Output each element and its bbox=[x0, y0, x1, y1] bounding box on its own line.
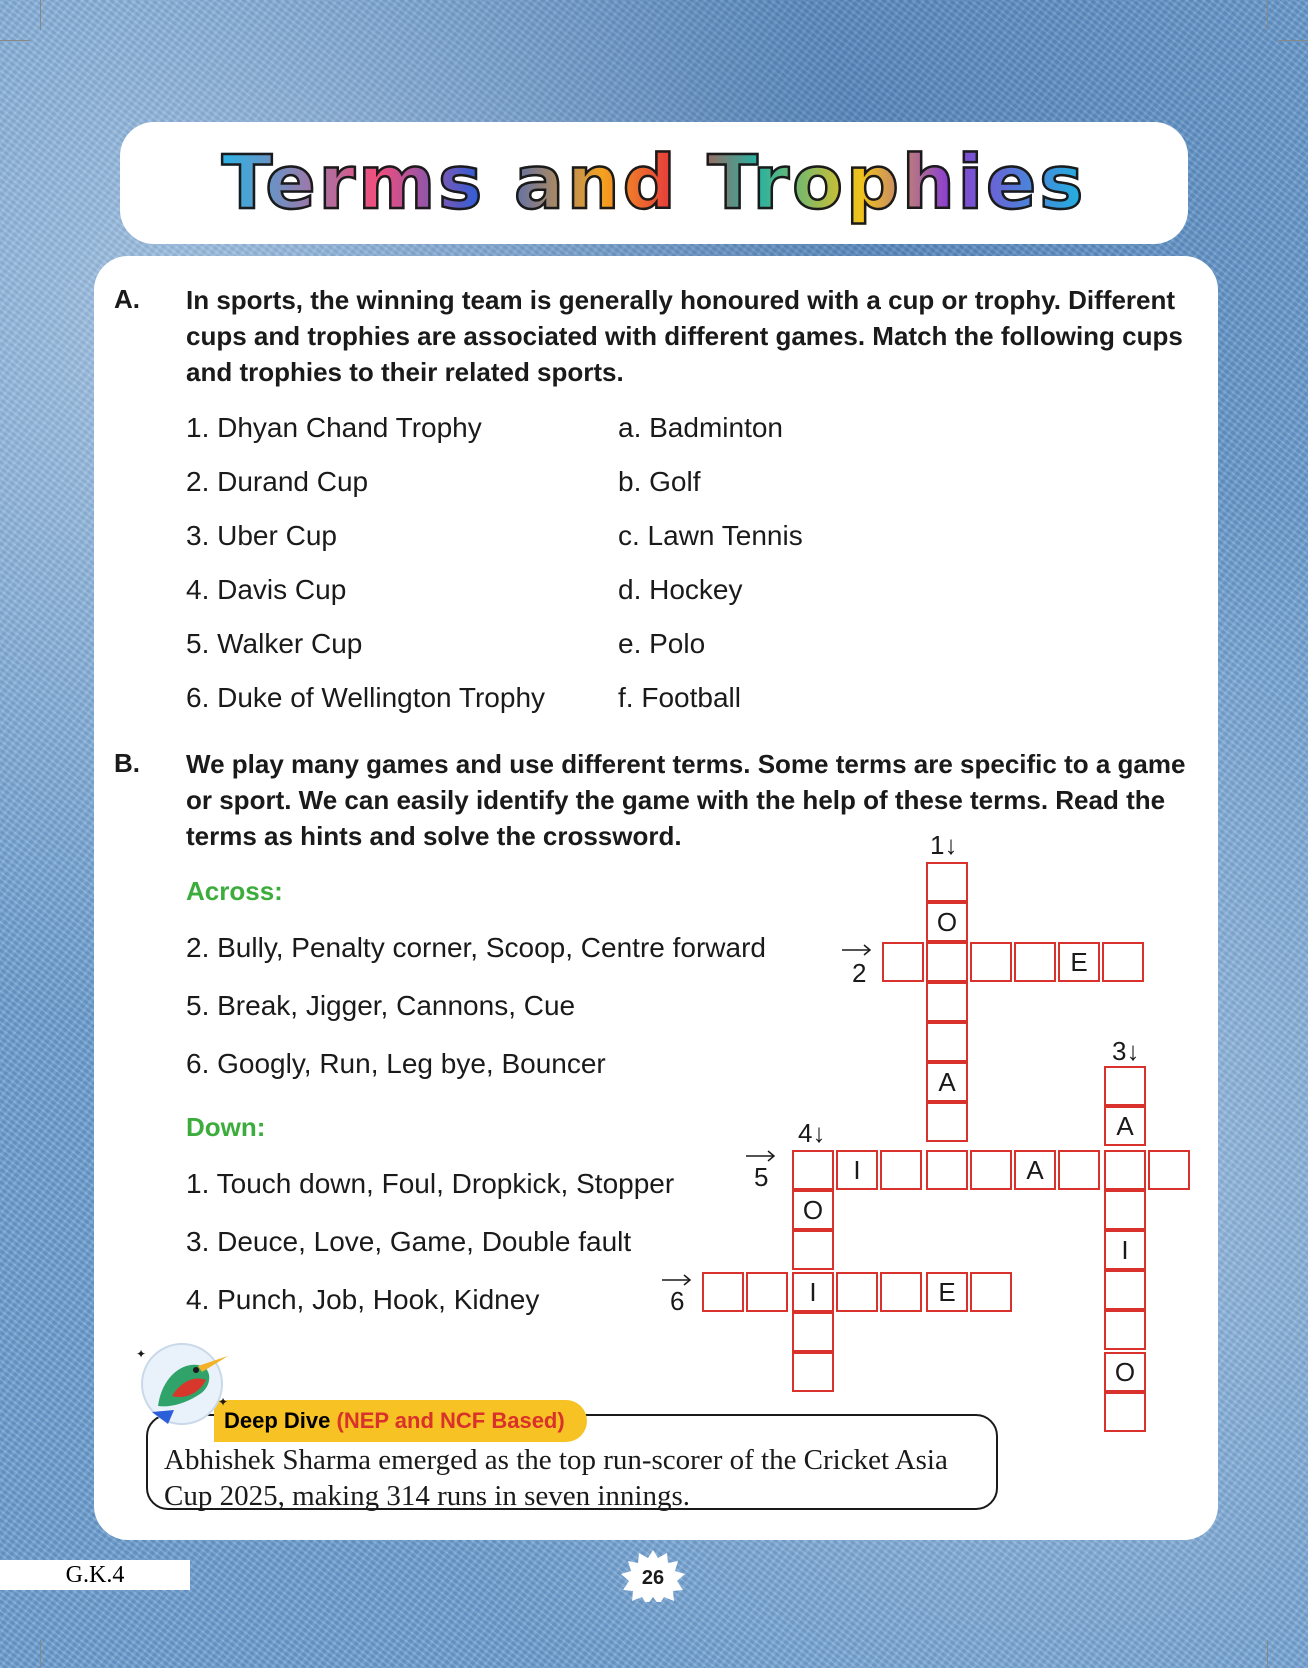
crossword-cell[interactable]: A bbox=[1104, 1106, 1146, 1146]
down-clue: 3. Deuce, Love, Game, Double fault bbox=[186, 1226, 632, 1257]
crop-mark bbox=[0, 40, 30, 41]
crossword-cell[interactable] bbox=[970, 942, 1012, 982]
clue-number-5: 5 bbox=[754, 1162, 769, 1192]
crossword-cell[interactable] bbox=[1104, 1190, 1146, 1230]
match-left-item: 1. Dhyan Chand Trophy bbox=[186, 412, 482, 443]
crossword-cell[interactable] bbox=[792, 1150, 834, 1190]
deep-dive-badge bbox=[214, 1400, 587, 1442]
match-left-item: 3. Uber Cup bbox=[186, 520, 337, 551]
crop-mark bbox=[1267, 1640, 1268, 1668]
match-left-item: 2. Durand Cup bbox=[186, 466, 369, 497]
crossword-cell[interactable] bbox=[1104, 1392, 1146, 1432]
crossword-cell[interactable]: O bbox=[792, 1190, 834, 1230]
crossword-cell[interactable]: E bbox=[1058, 942, 1100, 982]
crossword-cell[interactable] bbox=[1058, 1150, 1100, 1190]
crossword-cell[interactable] bbox=[702, 1272, 744, 1312]
crossword-cell[interactable] bbox=[1104, 1150, 1146, 1190]
crossword-cell[interactable] bbox=[836, 1272, 878, 1312]
section-b-question: We play many games and use different terms. Some terms are specific to a game or sport. We can easily identify the game with the help of these terms. Read the terms as hints and solve the crossword. bbox=[186, 749, 1186, 851]
crossword-cell[interactable] bbox=[970, 1150, 1012, 1190]
clue-number-4: 4↓ bbox=[798, 1118, 826, 1148]
book-label: G.K.4 bbox=[0, 1560, 190, 1590]
crossword-cell[interactable] bbox=[880, 1272, 922, 1312]
page-number-badge bbox=[620, 1550, 686, 1602]
crossword-cell[interactable] bbox=[792, 1352, 834, 1392]
crossword-cell[interactable]: O bbox=[1104, 1352, 1146, 1392]
crossword-cell[interactable] bbox=[1104, 1310, 1146, 1350]
across-clue: 5. Break, Jigger, Cannons, Cue bbox=[186, 990, 576, 1021]
arrow-right-icon bbox=[746, 1150, 776, 1162]
section-b-label: B. bbox=[114, 748, 140, 778]
crossword-cell[interactable]: E bbox=[926, 1272, 968, 1312]
page-number: 26 bbox=[641, 1567, 665, 1589]
crossword-cell[interactable] bbox=[1104, 1066, 1146, 1106]
arrow-right-icon bbox=[662, 1274, 692, 1286]
arrow-right-icon bbox=[842, 944, 872, 956]
match-right-item: d. Hockey bbox=[618, 574, 743, 605]
crossword-cell[interactable]: O bbox=[926, 902, 968, 942]
content-card bbox=[94, 256, 1218, 1540]
down-heading: Down: bbox=[186, 1112, 266, 1142]
across-clue: 6. Googly, Run, Leg bye, Bouncer bbox=[186, 1048, 606, 1079]
crossword-cell[interactable]: A bbox=[1014, 1150, 1056, 1190]
crossword-cell[interactable]: I bbox=[836, 1150, 878, 1190]
svg-text:✦: ✦ bbox=[136, 1347, 147, 1361]
crop-mark bbox=[1267, 0, 1268, 30]
crossword-cell[interactable] bbox=[1104, 1270, 1146, 1310]
clue-number-6: 6 bbox=[670, 1286, 685, 1316]
crop-mark bbox=[40, 0, 41, 30]
section-a-question: In sports, the winning team is generally honoured with a cup or trophy. Different cups and trophies are associated with different games. Match the following cups and trophies to their related sports. bbox=[186, 285, 1183, 387]
crossword-cell[interactable] bbox=[926, 862, 968, 902]
clue-number-3: 3↓ bbox=[1112, 1036, 1140, 1066]
crossword-cell[interactable] bbox=[926, 1102, 968, 1142]
crop-mark bbox=[40, 1640, 41, 1668]
crop-mark bbox=[1278, 40, 1308, 41]
crossword-cell[interactable] bbox=[926, 1150, 968, 1190]
match-left-item: 5. Walker Cup bbox=[186, 628, 363, 659]
match-right-item: b. Golf bbox=[618, 466, 701, 497]
title-banner bbox=[120, 122, 1188, 244]
crossword-cell[interactable] bbox=[746, 1272, 788, 1312]
down-clue: 4. Punch, Job, Hook, Kidney bbox=[186, 1284, 540, 1315]
match-left-item: 4. Davis Cup bbox=[186, 574, 347, 605]
match-right-item: f. Football bbox=[618, 682, 741, 713]
deep-dive-subtitle: (NEP and NCF Based) bbox=[336, 1408, 565, 1433]
crossword-cell[interactable] bbox=[970, 1272, 1012, 1312]
deep-dive-text: Abhishek Sharma emerged as the top run-scorer of the Cricket Asia Cup 2025, making 314 runs in seven innings. bbox=[164, 1444, 948, 1512]
bird-mascot-icon bbox=[128, 1336, 232, 1436]
match-right-item: c. Lawn Tennis bbox=[618, 520, 803, 551]
crossword-cell[interactable] bbox=[792, 1230, 834, 1270]
across-clue: 2. Bully, Penalty corner, Scoop, Centre forward bbox=[186, 932, 766, 963]
crossword-cell[interactable]: A bbox=[926, 1062, 968, 1102]
crossword-cell[interactable]: I bbox=[792, 1272, 834, 1312]
crossword-cell[interactable] bbox=[926, 1022, 968, 1062]
match-left-item: 6. Duke of Wellington Trophy bbox=[186, 682, 546, 713]
crossword-cell[interactable] bbox=[1148, 1150, 1190, 1190]
crossword-cell[interactable] bbox=[880, 1150, 922, 1190]
clue-number-2: 2 bbox=[852, 958, 867, 988]
page-title: Terms and Trophies bbox=[221, 140, 1087, 226]
crossword-cell[interactable] bbox=[1102, 942, 1144, 982]
crossword-cell[interactable] bbox=[792, 1312, 834, 1352]
deep-dive-title: Deep Dive bbox=[224, 1408, 331, 1433]
section-a-label: A. bbox=[114, 284, 140, 314]
match-right-item: a. Badminton bbox=[618, 412, 783, 443]
across-heading: Across: bbox=[186, 876, 283, 906]
down-clue: 1. Touch down, Foul, Dropkick, Stopper bbox=[186, 1168, 675, 1199]
crossword-cell[interactable] bbox=[926, 982, 968, 1022]
match-right-item: e. Polo bbox=[618, 628, 706, 659]
svg-text:✦: ✦ bbox=[218, 1395, 229, 1409]
crossword-cell[interactable] bbox=[882, 942, 924, 982]
crossword-cell[interactable] bbox=[1014, 942, 1056, 982]
crossword-cell[interactable]: I bbox=[1104, 1230, 1146, 1270]
clue-number-1: 1↓ bbox=[930, 830, 958, 860]
crossword-cell[interactable] bbox=[926, 942, 968, 982]
